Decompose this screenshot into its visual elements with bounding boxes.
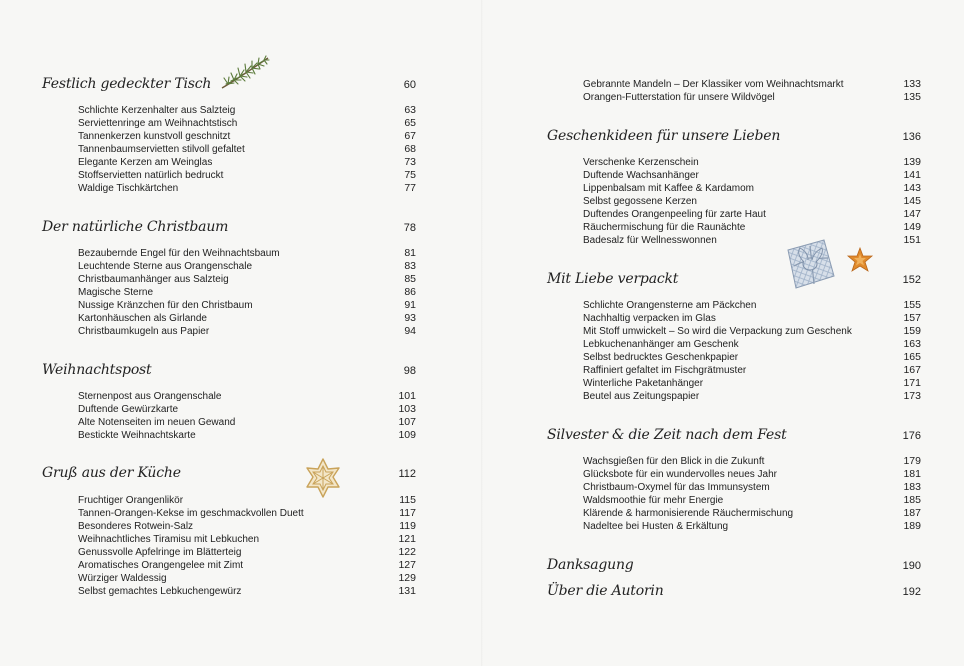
section-page: 192 [902, 586, 921, 598]
toc-entry-page: 151 [903, 234, 921, 246]
toc-entry: Elegante Kerzen am Weinglas [78, 157, 213, 168]
section-title: Weihnachtspost [42, 362, 152, 378]
toc-entry-page: 159 [903, 325, 921, 337]
toc-entry: Orangen-Futterstation für unsere Wildvögel [583, 92, 775, 103]
toc-entry: Selbst bedrucktes Geschenkpapier [583, 352, 739, 363]
section-title: Silvester & die Zeit nach dem Fest [547, 427, 787, 443]
section-title: Über die Autorin [547, 583, 664, 599]
toc-entry-page: 122 [398, 546, 416, 558]
toc-entry: Schlichte Kerzenhalter aus Salzteig [78, 105, 236, 116]
toc-entry-page: 109 [398, 429, 416, 441]
toc-entry: Nadeltee bei Husten & Erkältung [583, 521, 729, 532]
toc-entry-page: 91 [404, 299, 416, 311]
toc-entry: Tannenkerzen kunstvoll geschnitzt [78, 131, 231, 142]
fabric-gift-icon [780, 236, 838, 292]
toc-entry-page: 135 [903, 91, 921, 103]
toc-entry-page: 93 [404, 312, 416, 324]
toc-entry-page: 83 [404, 260, 416, 272]
toc-entry-page: 73 [404, 156, 416, 168]
toc-entry: Waldige Tischkärtchen [78, 183, 179, 194]
toc-entry-page: 77 [404, 182, 416, 194]
toc-entry-page: 107 [398, 416, 416, 428]
toc-entry: Waldsmoothie für mehr Energie [583, 495, 724, 506]
toc-entry-page: 165 [903, 351, 921, 363]
toc-entry-page: 173 [903, 390, 921, 402]
toc-entry: Stoffservietten natürlich bedruckt [78, 170, 224, 181]
toc-entry-page: 139 [903, 156, 921, 168]
toc-entry-page: 103 [398, 403, 416, 415]
toc-entry: Weihnachtliches Tiramisu mit Lebkuchen [78, 534, 260, 545]
toc-entry: Selbst gemachtes Lebkuchengewürz [78, 586, 242, 597]
section-title: Mit Liebe verpackt [547, 271, 679, 287]
toc-entry: Leuchtende Sterne aus Orangenschale [78, 261, 253, 272]
toc-entry-page: 155 [903, 299, 921, 311]
toc-entry-page: 75 [404, 169, 416, 181]
section-page: 60 [403, 79, 416, 91]
toc-entry: Mit Stoff umwickelt – So wird die Verpackung zum Geschenk [583, 326, 852, 337]
toc-entry-page: 133 [903, 78, 921, 90]
toc-entry: Nussige Kränzchen für den Christbaum [78, 300, 253, 311]
section-page: 98 [403, 365, 416, 377]
toc-entry-page: 65 [404, 117, 416, 129]
toc-entry: Aromatisches Orangengelee mit Zimt [78, 560, 244, 571]
toc-entry: Bezaubernde Engel für den Weihnachtsbaum [78, 248, 280, 259]
section-title: Gruß aus der Küche [42, 465, 181, 481]
toc-entry: Christbaumanhänger aus Salzteig [78, 274, 229, 285]
toc-entry: Sternenpost aus Orangenschale [78, 391, 222, 402]
toc-entry-page: 127 [398, 559, 416, 571]
section-page: 176 [902, 430, 921, 442]
toc-entry-page: 68 [404, 143, 416, 155]
toc-entry: Besonderes Rotwein-Salz [78, 521, 194, 532]
toc-entry: Selbst gegossene Kerzen [583, 196, 697, 207]
toc-entry-page: 129 [398, 572, 416, 584]
toc-entry: Winterliche Paketanhänger [583, 378, 704, 389]
section-page: 136 [902, 131, 921, 143]
toc-entry: Würziger Waldessig [78, 573, 167, 584]
toc-entry-page: 115 [399, 494, 416, 506]
toc-entry-page: 143 [903, 182, 921, 194]
toc-entry: Kartonhäuschen als Girlande [78, 313, 207, 324]
section-page: 190 [902, 560, 921, 572]
toc-entry-page: 81 [404, 247, 416, 259]
section-title: Festlich gedeckter Tisch [42, 76, 212, 92]
toc-entry-page: 94 [404, 325, 416, 337]
toc-entry-page: 121 [398, 533, 416, 545]
toc-entry: Genussvolle Apfelringe im Blätterteig [78, 547, 242, 558]
toc-entry: Gebrannte Mandeln – Der Klassiker vom Weihnachtsmarkt [583, 79, 844, 90]
toc-entry-page: 147 [903, 208, 921, 220]
toc-entry-page: 183 [903, 481, 921, 493]
toc-entry: Tannen-Orangen-Kekse im geschmackvollen Duett [78, 508, 304, 519]
section-page: 112 [398, 468, 416, 480]
toc-entry-page: 187 [903, 507, 921, 519]
toc-entry-page: 149 [903, 221, 921, 233]
toc-entry: Verschenke Kerzenschein [583, 157, 699, 168]
toc-entry-page: 167 [903, 364, 921, 376]
toc-entry: Alte Notenseiten im neuen Gewand [78, 417, 236, 428]
toc-entry-page: 181 [903, 468, 921, 480]
toc-entry-page: 67 [404, 130, 416, 142]
toc-entry-page: 163 [903, 338, 921, 350]
toc-entry: Christbaumkugeln aus Papier [78, 326, 210, 337]
toc-entry: Bestickte Weihnachtskarte [78, 430, 196, 441]
toc-entry: Serviettenringe am Weihnachtstisch [78, 118, 238, 129]
section-page: 152 [902, 274, 921, 286]
toc-entry-page: 157 [903, 312, 921, 324]
toc-entry-page: 141 [903, 169, 921, 181]
toc-entry: Duftendes Orangenpeeling für zarte Haut [583, 209, 766, 220]
toc-entry: Lippenbalsam mit Kaffee & Kardamom [583, 183, 755, 194]
toc-entry: Glücksbote für ein wundervolles neues Jahr [583, 469, 777, 480]
toc-entry: Beutel aus Zeitungspapier [583, 391, 700, 402]
toc-entry: Lebkuchenanhänger am Geschenk [583, 339, 739, 350]
toc-entry: Schlichte Orangensterne am Päckchen [583, 300, 757, 311]
toc-entry: Duftende Gewürzkarte [78, 404, 179, 415]
toc-entry-page: 171 [903, 377, 921, 389]
toc-entry: Christbaum-Oxymel für das Immunsystem [583, 482, 770, 493]
toc-entry: Wachsgießen für den Blick in die Zukunft [583, 456, 765, 467]
toc-entry-page: 131 [398, 585, 416, 597]
toc-entry-page: 63 [404, 104, 416, 116]
toc-entry: Tannenbaumservietten stilvoll gefaltet [78, 144, 245, 155]
toc-entry-page: 119 [399, 520, 416, 532]
section-title: Danksagung [547, 557, 634, 573]
section-page: 78 [403, 222, 416, 234]
section-title: Der natürliche Christbaum [42, 219, 229, 235]
toc-entry: Badesalz für Wellnesswonnen [583, 235, 717, 246]
toc-entry: Raffiniert gefaltet im Fischgrätmuster [583, 365, 747, 376]
toc-entry: Räuchermischung für die Raunächte [583, 222, 746, 233]
toc-entry-page: 189 [903, 520, 921, 532]
toc-entry-page: 117 [399, 507, 416, 519]
toc-entry-page: 85 [404, 273, 416, 285]
toc-entry: Fruchtiger Orangenlikör [78, 495, 184, 506]
toc-entry-page: 179 [903, 455, 921, 467]
toc-entry-page: 86 [404, 286, 416, 298]
toc-entry: Klärende & harmonisierende Räuchermischung [583, 508, 794, 519]
toc-entry-page: 101 [398, 390, 416, 402]
section-title: Geschenkideen für unsere Lieben [547, 128, 781, 144]
toc-entry: Duftende Wachsanhänger [583, 170, 699, 181]
toc-entry: Nachhaltig verpacken im Glas [583, 313, 716, 324]
orange-star-icon [846, 246, 874, 274]
toc-entry-page: 185 [903, 494, 921, 506]
toc-entry: Magische Sterne [78, 287, 154, 298]
toc-entry-page: 145 [903, 195, 921, 207]
